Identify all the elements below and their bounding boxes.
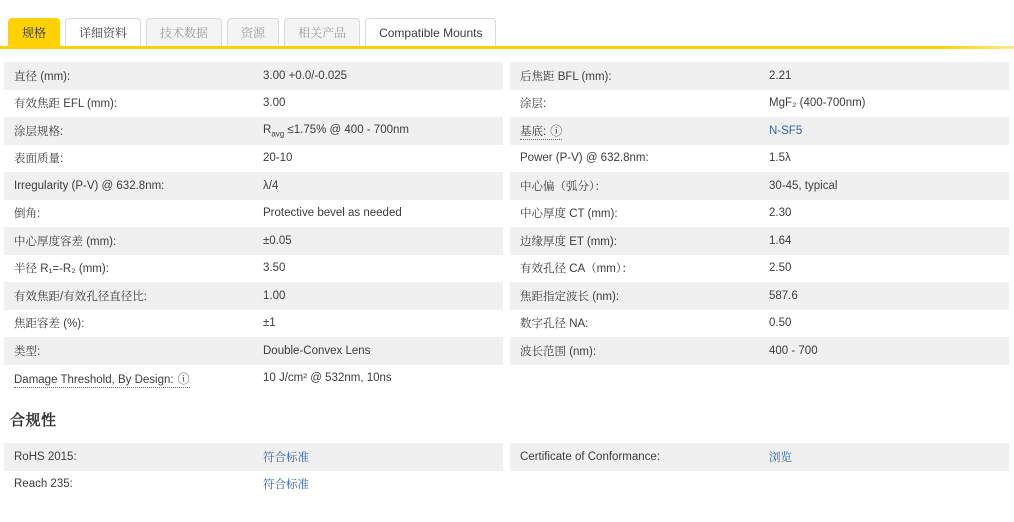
spec-value: ±0.05 <box>263 234 292 247</box>
spec-label-cell <box>4 315 261 331</box>
tab-compatible-mounts[interactable]: Compatible Mounts <box>365 18 496 46</box>
spec-label: 直径 (mm): <box>14 70 71 83</box>
spec-label: 表面质量: <box>14 153 64 166</box>
compliance-value-link[interactable]: 符合标准 <box>263 479 309 492</box>
compliance-value-cell <box>261 449 503 465</box>
tab-underline <box>0 46 1014 49</box>
spec-row <box>510 145 1009 173</box>
spec-row <box>510 62 1009 90</box>
spec-label-cell <box>4 150 261 166</box>
spec-row <box>510 337 1009 365</box>
info-icon[interactable]: ⓘ <box>550 124 563 139</box>
spec-value: 1.64 <box>769 234 792 247</box>
spec-row <box>510 90 1009 118</box>
compliance-row <box>4 443 503 471</box>
spec-value-cell <box>767 345 1009 357</box>
spec-label-cell <box>4 343 261 359</box>
spec-label-cell <box>4 370 261 387</box>
info-icon[interactable]: ⓘ <box>177 371 190 386</box>
compliance-row <box>510 443 1009 471</box>
spec-value: 2.50 <box>769 262 792 275</box>
spec-value: $R_{avg} \le 1.75\%$ @ 400 - 700nm <box>263 123 409 138</box>
spec-value: 20-10 <box>263 152 293 165</box>
spec-label-cell <box>4 123 261 139</box>
spec-value-cell <box>261 124 503 138</box>
spec-label: 倒角: <box>14 208 41 221</box>
compliance-value-link[interactable]: 符合标准 <box>263 451 309 464</box>
tab-resources[interactable]: 资源 <box>227 18 279 46</box>
spec-label: 数字孔径 NA: <box>520 318 589 331</box>
spec-label-cell <box>510 152 767 164</box>
spec-label-cell <box>4 205 261 221</box>
spec-value: 10 J/cm² @ 532nm, 10ns <box>263 372 392 385</box>
spec-value-cell <box>767 262 1009 274</box>
spec-value: Double-Convex Lens <box>263 344 371 357</box>
spec-value-cell <box>767 125 1009 137</box>
compliance-heading: 合规性 <box>10 412 57 429</box>
spec-label-cell <box>510 260 767 276</box>
spec-value-cell <box>261 180 503 192</box>
spec-label: 涂层规格: <box>14 125 64 138</box>
spec-row <box>510 117 1009 145</box>
spec-label: 边缘厚度 ET (mm): <box>520 235 617 248</box>
spec-label: 半径 R₁=-R₂ (mm): <box>14 263 109 276</box>
spec-label: 涂层: <box>520 98 547 111</box>
spec-value: λ/4 <box>263 179 279 192</box>
compliance-label: Reach 235: <box>14 478 73 491</box>
spec-label: Power (P-V) @ 632.8nm: <box>520 152 649 165</box>
spec-value: 1.5λ <box>769 152 791 165</box>
spec-label-cell <box>4 180 261 192</box>
spec-row <box>4 310 503 338</box>
spec-label-cell <box>4 95 261 111</box>
spec-value-cell <box>767 70 1009 82</box>
spec-label-cell <box>510 205 767 221</box>
compliance-label-cell <box>4 451 261 463</box>
spec-row <box>4 117 503 145</box>
compliance-label: Certificate of Conformance: <box>520 450 660 463</box>
spec-label-cell <box>4 288 261 304</box>
spec-value-cell <box>767 180 1009 192</box>
spec-label-cell <box>510 95 767 111</box>
tab-tech-data[interactable]: 技术数据 <box>146 18 222 46</box>
spec-value-cell <box>767 290 1009 302</box>
compliance-label-cell <box>4 478 261 490</box>
spec-row <box>4 172 503 200</box>
spec-value: 3.50 <box>263 262 286 275</box>
tab-related-products[interactable]: 相关产品 <box>284 18 360 46</box>
spec-label-cell <box>510 233 767 249</box>
spec-label: Irregularity (P-V) @ 632.8nm: <box>14 179 165 192</box>
spec-value-cell <box>261 372 503 384</box>
tab-bar <box>0 18 1014 46</box>
compliance-left-column <box>4 443 503 498</box>
spec-value: MgF₂ (400-700nm) <box>769 97 866 110</box>
spec-row <box>4 90 503 118</box>
spec-label: 中心厚度容差 (mm): <box>14 235 117 248</box>
spec-label-cell <box>510 315 767 331</box>
spec-row <box>510 172 1009 200</box>
spec-label-cell <box>510 288 767 304</box>
spec-label: Damage Threshold, By Design: ⓘ <box>14 371 190 386</box>
spec-value-cell <box>767 152 1009 164</box>
spec-value-cell <box>261 152 503 164</box>
compliance-label-cell <box>510 451 767 463</box>
spec-value: Protective bevel as needed <box>263 207 402 220</box>
spec-value: 30-45, typical <box>769 179 838 192</box>
spec-value: 2.21 <box>769 69 792 82</box>
spec-row <box>4 255 503 283</box>
spec-value-cell <box>261 345 503 357</box>
spec-table-left-column <box>4 62 503 392</box>
tab-specs[interactable]: 规格 <box>8 18 60 46</box>
spec-row <box>510 282 1009 310</box>
compliance-value-cell <box>261 476 503 492</box>
spec-label: 基底: ⓘ <box>520 124 563 139</box>
spec-value-cell <box>261 70 503 82</box>
spec-value: 400 - 700 <box>769 344 818 357</box>
spec-value-cell <box>261 97 503 109</box>
spec-value-cell <box>261 235 503 247</box>
spec-label-cell <box>4 260 261 276</box>
spec-value: 3.00 +0.0/-0.025 <box>263 69 348 82</box>
spec-value: 1.00 <box>263 289 286 302</box>
spec-row <box>4 227 503 255</box>
spec-row <box>510 200 1009 228</box>
spec-value-cell <box>767 97 1009 109</box>
spec-row <box>4 200 503 228</box>
spec-label: 焦距指定波长 (nm): <box>520 290 620 303</box>
spec-value-cell <box>767 317 1009 329</box>
spec-row <box>4 337 503 365</box>
spec-label-cell <box>510 122 767 139</box>
spec-value: 3.00 <box>263 97 286 110</box>
spec-value-link[interactable]: N-SF5 <box>769 124 803 137</box>
spec-label: 波长范围 (nm): <box>520 345 597 358</box>
spec-value-cell <box>261 317 503 329</box>
spec-label: 类型: <box>14 345 41 358</box>
spec-row <box>4 365 503 393</box>
spec-value: ±1 <box>263 317 276 330</box>
compliance-row <box>4 471 503 499</box>
spec-row <box>4 145 503 173</box>
spec-label-cell <box>510 178 767 194</box>
compliance-right-column <box>510 443 1009 498</box>
spec-label-cell <box>510 343 767 359</box>
spec-value-cell <box>261 207 503 219</box>
spec-value-cell <box>261 290 503 302</box>
compliance-value-link[interactable]: 浏览 <box>769 451 792 464</box>
compliance-label: RoHS 2015: <box>14 450 77 463</box>
spec-value: 587.6 <box>769 289 798 302</box>
spec-value-cell <box>767 235 1009 247</box>
spec-row <box>4 62 503 90</box>
spec-row <box>510 310 1009 338</box>
spec-value-cell <box>767 207 1009 219</box>
spec-row <box>4 282 503 310</box>
spec-value: 2.30 <box>769 207 792 220</box>
spec-row <box>510 227 1009 255</box>
spec-table-right-column <box>510 62 1009 392</box>
tab-details[interactable]: 详细资料 <box>65 18 141 46</box>
spec-label-cell <box>4 233 261 249</box>
spec-label: 后焦距 BFL (mm): <box>520 70 612 83</box>
spec-label: 有效焦距 EFL (mm): <box>14 98 118 111</box>
spec-label-cell <box>4 68 261 84</box>
spec-label: 中心厚度 CT (mm): <box>520 208 618 221</box>
spec-label-cell <box>510 68 767 84</box>
spec-label: 有效焦距/有效孔径直径比: <box>14 290 147 303</box>
spec-value-cell <box>261 262 503 274</box>
spec-row <box>510 255 1009 283</box>
spec-label: 焦距容差 (%): <box>14 318 85 331</box>
spec-table <box>4 62 1010 392</box>
spec-label: 有效孔径 CA（mm）： <box>520 263 634 276</box>
compliance-value-cell <box>767 449 1009 465</box>
spec-value: 0.50 <box>769 317 792 330</box>
compliance-table <box>4 443 1010 498</box>
spec-label: 中心偏（弧分）： <box>520 180 607 193</box>
